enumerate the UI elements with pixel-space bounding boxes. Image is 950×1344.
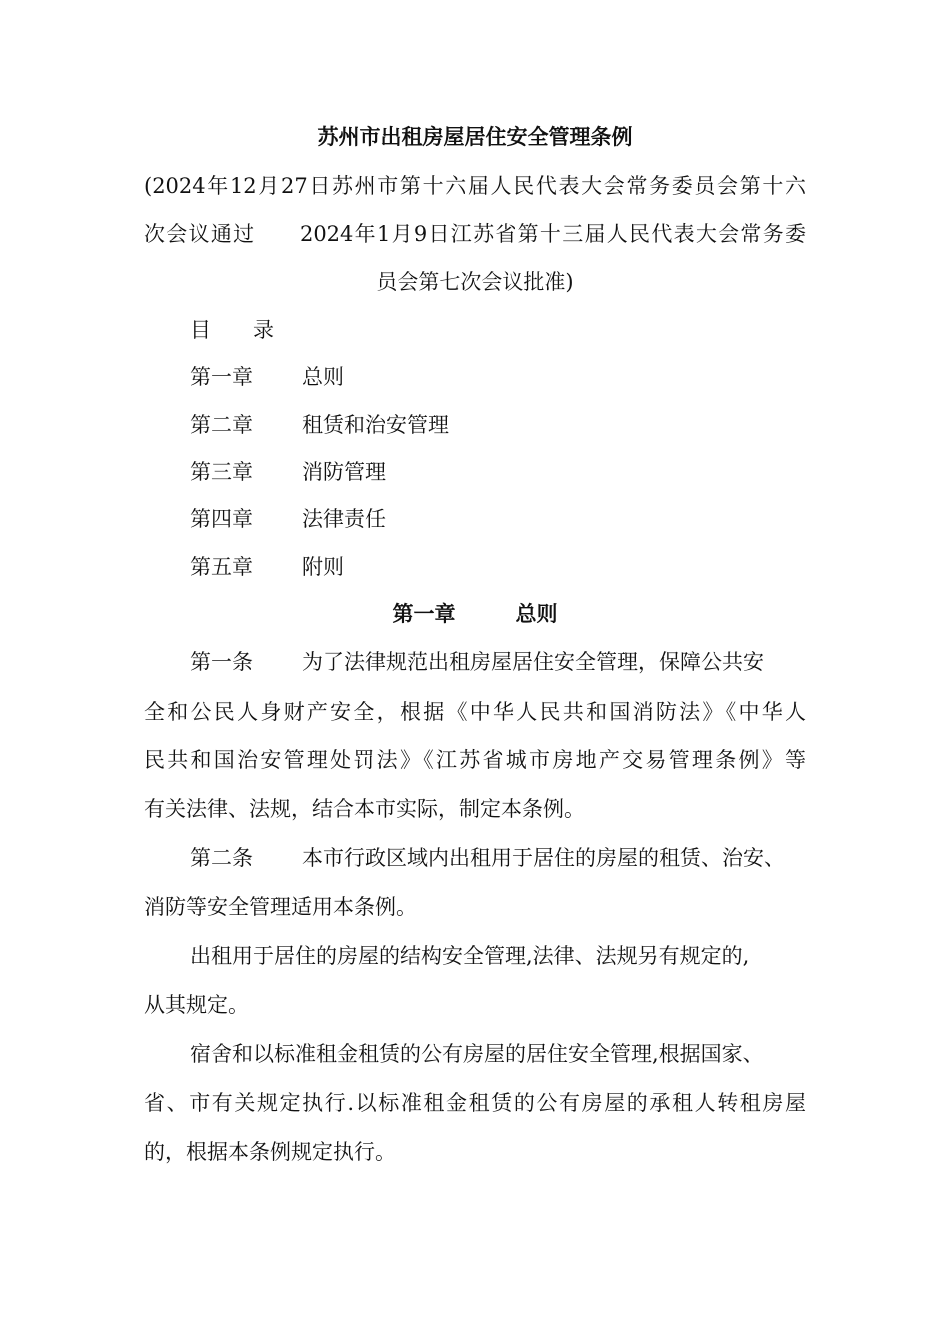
- toc-item-num: 第一章: [190, 365, 253, 389]
- toc-item-title: 法律责任: [302, 507, 386, 531]
- chapter-num: 第一章: [392, 601, 456, 626]
- chapter-heading: [144, 600, 806, 628]
- article-2-para3-line: 的，根据本条例规定执行。: [144, 1140, 396, 1164]
- chapter-title: 总则: [515, 601, 558, 626]
- subtitle-line-2: 次会议通过 2024年1月9日江苏省第十三届人民代表大会常务委: [144, 222, 806, 246]
- toc-item-num: 第二章: [190, 413, 253, 437]
- subtitle-line-1: (2024年12月27日苏州市第十六届人民代表大会常务委员会第十六: [144, 174, 806, 198]
- toc-item: [190, 553, 852, 581]
- article-text: 本市行政区域内出租用于居住的房屋的租赁、治安、: [302, 846, 785, 870]
- subtitle-line-3: 员会第七次会议批准): [376, 270, 574, 294]
- article-1-line: 民共和国治安管理处罚法》《江苏省城市房地产交易管理条例》等: [144, 748, 806, 772]
- article-2-para3-line: 省、市有关规定执行.以标准租金租赁的公有房屋的承租人转租房屋: [144, 1091, 806, 1115]
- toc-label: 目 录: [190, 318, 274, 342]
- toc-item-title: 消防管理: [302, 460, 386, 484]
- toc-item-num: 第四章: [190, 507, 253, 531]
- toc-item-title: 总则: [302, 365, 344, 389]
- article-2-para3-line: 宿舍和以标准租金租赁的公有房屋的居住安全管理,根据国家、: [190, 1042, 764, 1066]
- article-num: 第一条: [190, 650, 253, 674]
- toc-item-num: 第五章: [190, 555, 253, 579]
- toc-item: [190, 363, 852, 391]
- toc-item: [190, 411, 852, 439]
- article-2-line: 消防等安全管理适用本条例。: [144, 895, 417, 919]
- toc-item-num: 第三章: [190, 460, 253, 484]
- document-title: 苏州市出租房屋居住安全管理条例: [317, 124, 633, 149]
- article-1-line: 全和公民人身财产安全，根据《中华人民共和国消防法》《中华人: [144, 700, 806, 724]
- article-1-first-line: [190, 648, 852, 676]
- article-1-line: 有关法律、法规，结合本市实际，制定本条例。: [144, 797, 585, 821]
- article-2-para2-line: 出租用于居住的房屋的结构安全管理,法律、法规另有规定的,: [190, 944, 750, 968]
- toc-item-title: 附则: [302, 555, 344, 579]
- article-num: 第二条: [190, 846, 253, 870]
- toc-item-title: 租赁和治安管理: [302, 413, 449, 437]
- article-2-para2-line: 从其规定。: [144, 993, 249, 1017]
- article-text: 为了法律规范出租房屋居住安全管理，保障公共安: [302, 650, 764, 674]
- article-2-first-line: [190, 844, 852, 872]
- toc-item: [190, 505, 852, 533]
- toc-item: [190, 458, 852, 486]
